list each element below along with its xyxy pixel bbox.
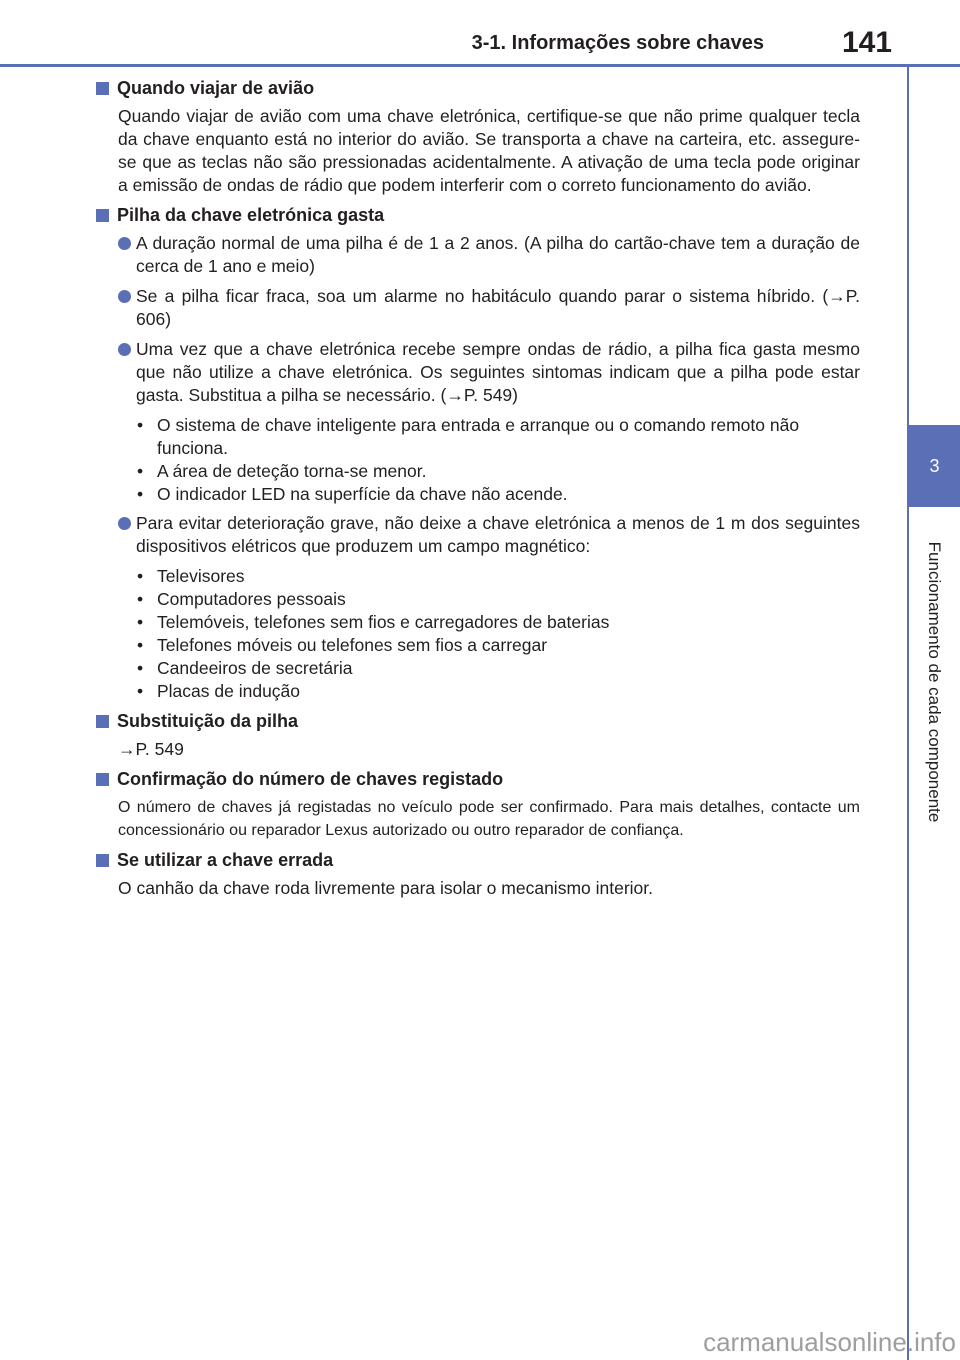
- list-item-text: Para evitar deterioração grave, não deixe a chave eletrónica a menos de 1 m dos seguintes dispositivos elétricos que produzem um campo magnético:: [136, 513, 860, 556]
- section-battery-replacement: [96, 711, 860, 761]
- sub-list-item-text: Candeeiros de secretária: [157, 658, 353, 678]
- dot-icon: •: [137, 461, 144, 481]
- sub-list-item: [137, 414, 860, 460]
- square-bullet-icon: [96, 854, 109, 867]
- section-registered-keys: [96, 769, 860, 842]
- section-air-travel: [96, 78, 860, 197]
- list-item-text: Se a pilha ficar fraca, soa um alarme no habitáculo quando parar o sistema híbrido. (→P. 606): [136, 286, 860, 329]
- sub-list-item-text: O sistema de chave inteligente para entrada e arranque ou o comando remoto não funciona.: [157, 415, 800, 458]
- heading-text: Pilha da chave eletrónica gasta: [117, 205, 385, 225]
- chapter-label: Funcionamento de cada componente: [925, 541, 944, 823]
- sub-list-item: [137, 634, 860, 657]
- section-heading: [96, 78, 860, 99]
- sub-list: [96, 565, 860, 703]
- sub-list-item-text: Computadores pessoais: [157, 589, 346, 609]
- dot-icon: •: [137, 484, 144, 504]
- header-divider: [0, 64, 960, 67]
- section-heading: [96, 850, 860, 871]
- dot-icon: •: [137, 658, 144, 678]
- list-item-text: Uma vez que a chave eletrónica recebe sempre ondas de rádio, a pilha fica gasta mesmo que não utilize a chave eletrónica. Os seguintes sintomas indicam que a pilha pode estar gasta. Substitua a pilha se necessário. (→P. 549): [136, 339, 860, 405]
- list-item: [96, 285, 860, 331]
- dot-icon: •: [137, 612, 144, 632]
- section-wrong-key: [96, 850, 860, 900]
- square-bullet-icon: [96, 82, 109, 95]
- sub-list-item: [137, 588, 860, 611]
- main-content: [96, 78, 860, 908]
- list-item: [96, 338, 860, 407]
- sub-list-item-text: Placas de indução: [157, 681, 301, 701]
- list-item: [96, 512, 860, 558]
- paragraph: Quando viajar de avião com uma chave eletrónica, certifique-se que não prime qualquer tecla da chave enquanto está no interior do avião. Se transporta a chave na carteira, etc. assegure-se que as teclas não são pressionadas acidentalmente. A ativação de uma tecla pode originar a emissão de ondas de rádio que podem interferir com o correto funcionamento do avião.: [118, 106, 860, 195]
- sub-list-item: [137, 483, 860, 506]
- dot-icon: •: [137, 566, 144, 586]
- sub-list-item: [137, 611, 860, 634]
- chapter-number: 3: [929, 455, 940, 476]
- page-number: 141: [841, 26, 892, 59]
- watermark: carmanualsonline.info: [703, 1327, 956, 1357]
- square-bullet-icon: [96, 715, 109, 728]
- heading-text: Substituição da pilha: [117, 711, 299, 731]
- paragraph: O canhão da chave roda livremente para isolar o mecanismo interior.: [118, 878, 653, 898]
- page-header: [0, 0, 960, 66]
- sub-list-item-text: O indicador LED na superfície da chave não acende.: [157, 484, 568, 504]
- sub-list-item-text: Televisores: [157, 566, 245, 586]
- sub-list-item-text: Telefones móveis ou telefones sem fios a carregar: [157, 635, 548, 655]
- dot-icon: •: [137, 415, 144, 435]
- side-divider: [907, 64, 909, 1360]
- sub-list-item: [137, 657, 860, 680]
- sub-list-item: [137, 460, 860, 483]
- dot-icon: •: [137, 681, 144, 701]
- section-heading: [96, 205, 860, 226]
- square-bullet-icon: [96, 209, 109, 222]
- list-item-text: A duração normal de uma pilha é de 1 a 2 anos. (A pilha do cartão-chave tem a duração de cerca de 1 ano e meio): [136, 233, 860, 276]
- paragraph: O número de chaves já registadas no veículo pode ser confirmado. Para mais detalhes, contacte um concessionário ou reparador Lexus autorizado ou outro reparador de confiança.: [118, 799, 860, 839]
- sub-list-item-text: A área de deteção torna-se menor.: [157, 461, 427, 481]
- circle-bullet-icon: [118, 343, 131, 356]
- dot-icon: •: [137, 635, 144, 655]
- page-reference: →P. 549: [118, 739, 184, 759]
- list-item: [96, 232, 860, 278]
- section-battery-depleted: [96, 205, 860, 703]
- dot-icon: •: [137, 589, 144, 609]
- circle-bullet-icon: [118, 237, 131, 250]
- heading-text: Confirmação do número de chaves registado: [117, 769, 504, 789]
- sub-list-item: [137, 565, 860, 588]
- section-title: 3-1. Informações sobre chaves: [471, 32, 764, 54]
- sub-list: [96, 414, 860, 506]
- sub-list-item: [137, 680, 860, 703]
- sub-list-item-text: Telemóveis, telefones sem fios e carregadores de baterias: [157, 612, 610, 632]
- heading-text: Quando viajar de avião: [117, 78, 315, 98]
- circle-bullet-icon: [118, 517, 131, 530]
- square-bullet-icon: [96, 773, 109, 786]
- heading-text: Se utilizar a chave errada: [117, 850, 334, 870]
- section-heading: [96, 711, 860, 732]
- chapter-tab: [909, 425, 960, 507]
- circle-bullet-icon: [118, 290, 131, 303]
- section-heading: [96, 769, 860, 790]
